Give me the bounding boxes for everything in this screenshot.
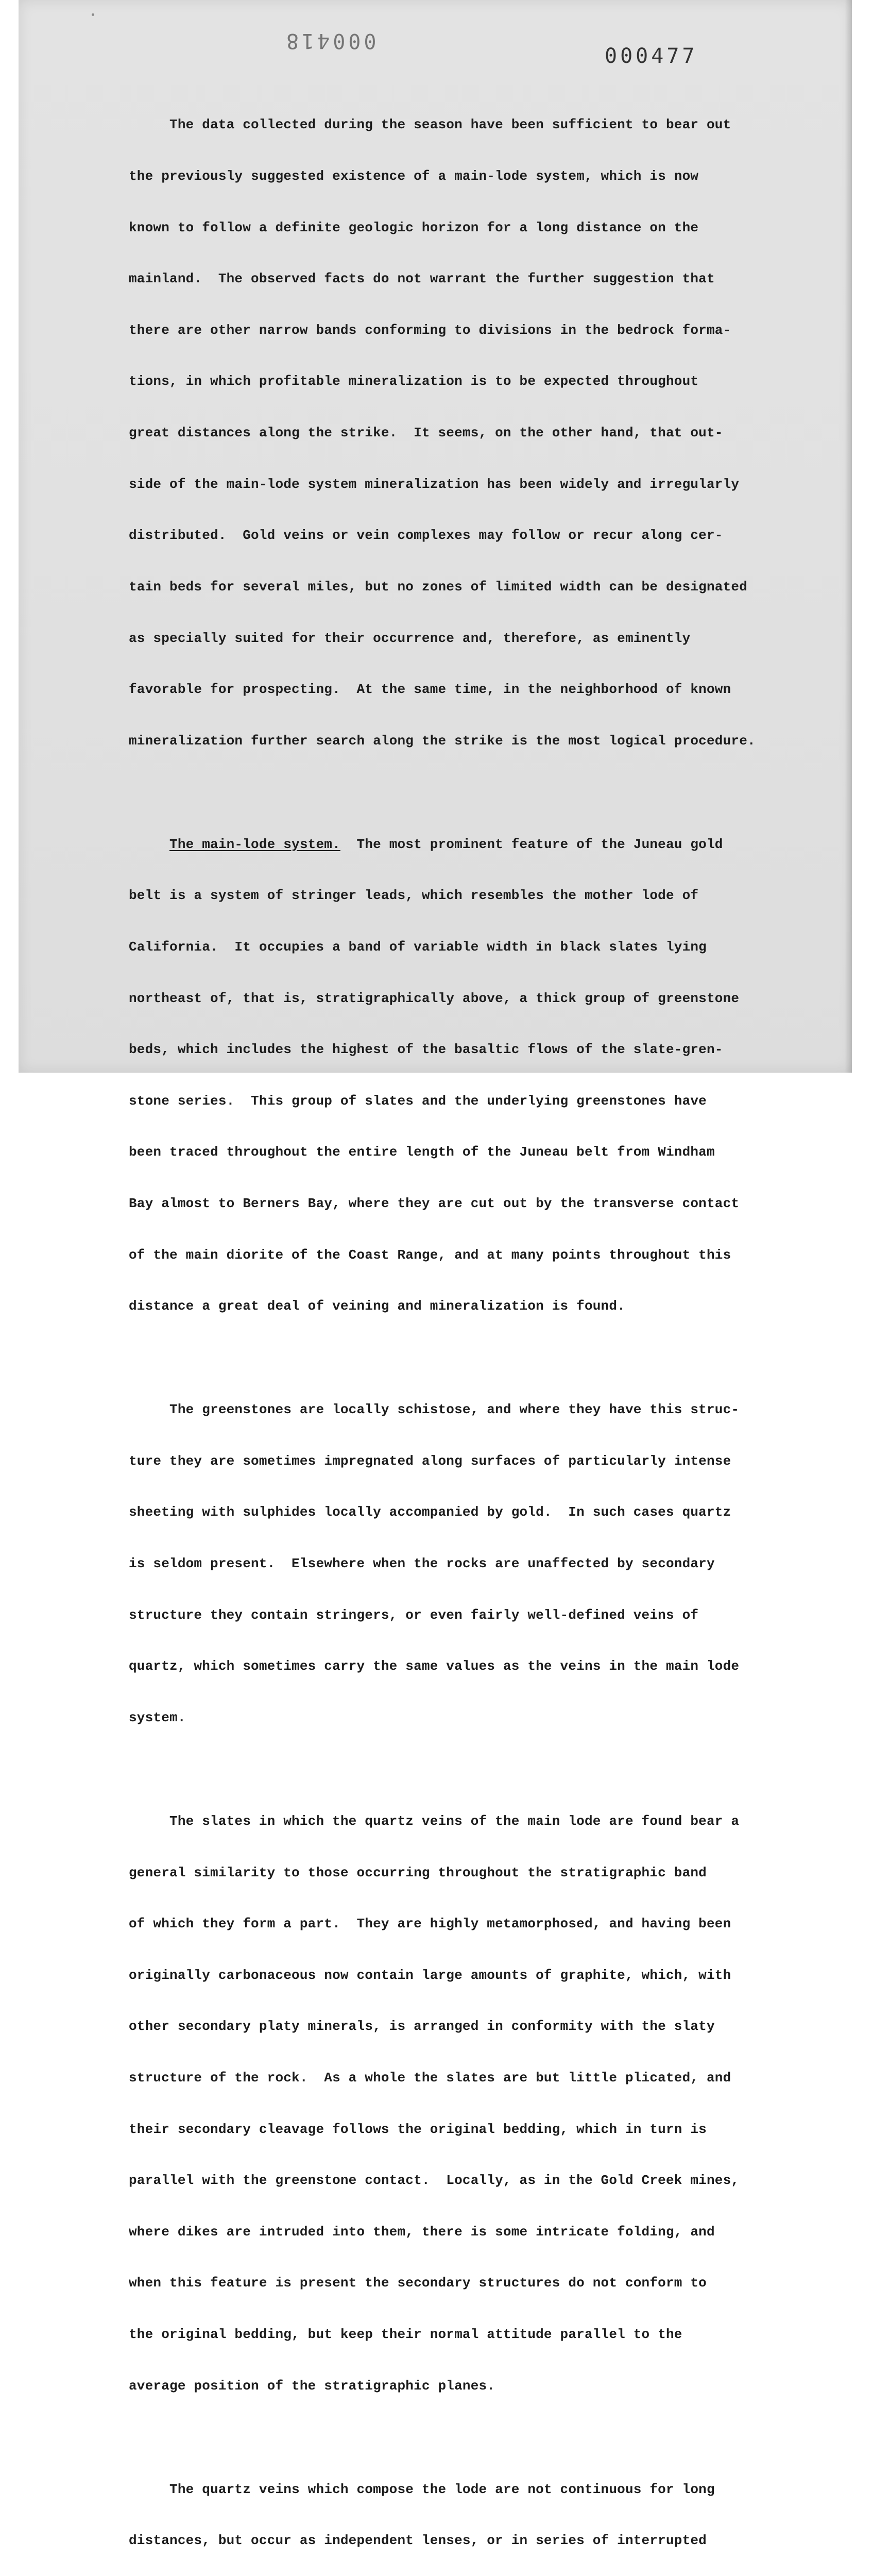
text-line: beds, which includes the highest of the basaltic flows of the slate-gren-	[129, 1042, 723, 1058]
text-line: northeast of, that is, stratigraphically above, a thick group of greenstone	[129, 990, 740, 1006]
text-line: of which they form a part. They are highly metamorphosed, and having been	[129, 1916, 731, 1932]
text-line: The slates in which the quartz veins of the main lode are found bear a	[129, 1813, 740, 1829]
text-line: when this feature is present the secondary structures do not conform to	[129, 2275, 707, 2291]
paragraph-3	[129, 1367, 798, 1761]
text-line: where dikes are intruded into them, there is some intricate folding, and	[129, 2224, 715, 2240]
page-number-stamp: 000477	[605, 44, 698, 68]
text-line: mainland. The observed facts do not warrant the further suggestion that	[129, 271, 715, 287]
text-line	[129, 836, 798, 853]
text-line: structure of the rock. As a whole the slates are but little plicated, and	[129, 2070, 731, 2086]
text-line: distributed. Gold veins or vein complexes may follow or recur along cer-	[129, 528, 723, 544]
text-line: system.	[129, 1709, 186, 1725]
paragraph-1	[129, 82, 798, 784]
text-line: average position of the stratigraphic planes.	[129, 2378, 495, 2394]
text-line: as specially suited for their occurrence and, therefore, as eminently	[129, 630, 691, 646]
text-line: The greenstones are locally schistose, and where they have this struc-	[129, 1402, 740, 1418]
document-page	[19, 0, 852, 2549]
text-line: The quartz veins which compose the lode are not continuous for long	[129, 2481, 715, 2497]
text-line: stone series. This group of slates and the underlying greenstones have	[129, 1093, 707, 1109]
paragraph-5	[129, 2447, 798, 2576]
text-line: The data collected during the season have been sufficient to bear out	[129, 117, 731, 133]
text-line: known to follow a definite geologic horizon for a long distance on the	[129, 219, 699, 235]
text-line: favorable for prospecting. At the same time, in the neighborhood of known	[129, 682, 731, 698]
section-heading: The main-lode system.	[169, 836, 340, 852]
dust-speck	[92, 13, 94, 16]
paragraph-4	[129, 1779, 798, 2429]
text-line: distances, but occur as independent lenses, or in series of interrupted	[129, 2533, 707, 2549]
text-line: structure they contain stringers, or even fairly well-defined veins of	[129, 1607, 699, 1623]
body-text	[129, 82, 798, 2576]
text-line: tions, in which profitable mineralization is to be expected throughout	[129, 374, 699, 389]
paragraph-2	[129, 802, 798, 1349]
page-stamp-inverted: 000418	[283, 29, 376, 53]
heading-line-rest: The most prominent feature of the Juneau gold	[340, 836, 723, 852]
text-line: other secondary platy minerals, is arranged in conformity with the slaty	[129, 2019, 715, 2035]
text-line: tain beds for several miles, but no zones of limited width can be designated	[129, 579, 747, 595]
text-line: been traced throughout the entire length of the Juneau belt from Windham	[129, 1144, 715, 1160]
text-line: great distances along the strike. It seems, on the other hand, that out-	[129, 425, 723, 441]
text-line: originally carbonaceous now contain large amounts of graphite, which, with	[129, 1967, 731, 1983]
text-line: of the main diorite of the Coast Range, and at many points throughout this	[129, 1247, 731, 1263]
text-line: belt is a system of stringer leads, which resembles the mother lode of	[129, 888, 699, 904]
text-line: ture they are sometimes impregnated along surfaces of particularly intense	[129, 1453, 731, 1469]
text-line: parallel with the greenstone contact. Locally, as in the Gold Creek mines,	[129, 2173, 740, 2189]
text-line: general similarity to those occurring throughout the stratigraphic band	[129, 1865, 707, 1880]
text-line: side of the main-lode system mineralization has been widely and irregularly	[129, 476, 740, 492]
text-line: the previously suggested existence of a main-lode system, which is now	[129, 168, 699, 184]
text-line: Bay almost to Berners Bay, where they are cut out by the transverse contact	[129, 1196, 740, 1211]
text-line: distance a great deal of veining and mineralization is found.	[129, 1298, 625, 1314]
text-line: the original bedding, but keep their normal attitude parallel to the	[129, 2327, 682, 2342]
text-line: is seldom present. Elsewhere when the rocks are unaffected by secondary	[129, 1556, 715, 1572]
text-line: their secondary cleavage follows the original bedding, which in turn is	[129, 2121, 707, 2137]
text-line: there are other narrow bands conforming to divisions in the bedrock forma-	[129, 322, 731, 338]
text-line: California. It occupies a band of variable width in black slates lying	[129, 939, 707, 955]
text-line: quartz, which sometimes carry the same values as the veins in the main lode	[129, 1658, 740, 1674]
text-line: mineralization further search along the strike is the most logical procedure.	[129, 733, 756, 749]
text-line: sheeting with sulphides locally accompanied by gold. In such cases quartz	[129, 1504, 731, 1520]
